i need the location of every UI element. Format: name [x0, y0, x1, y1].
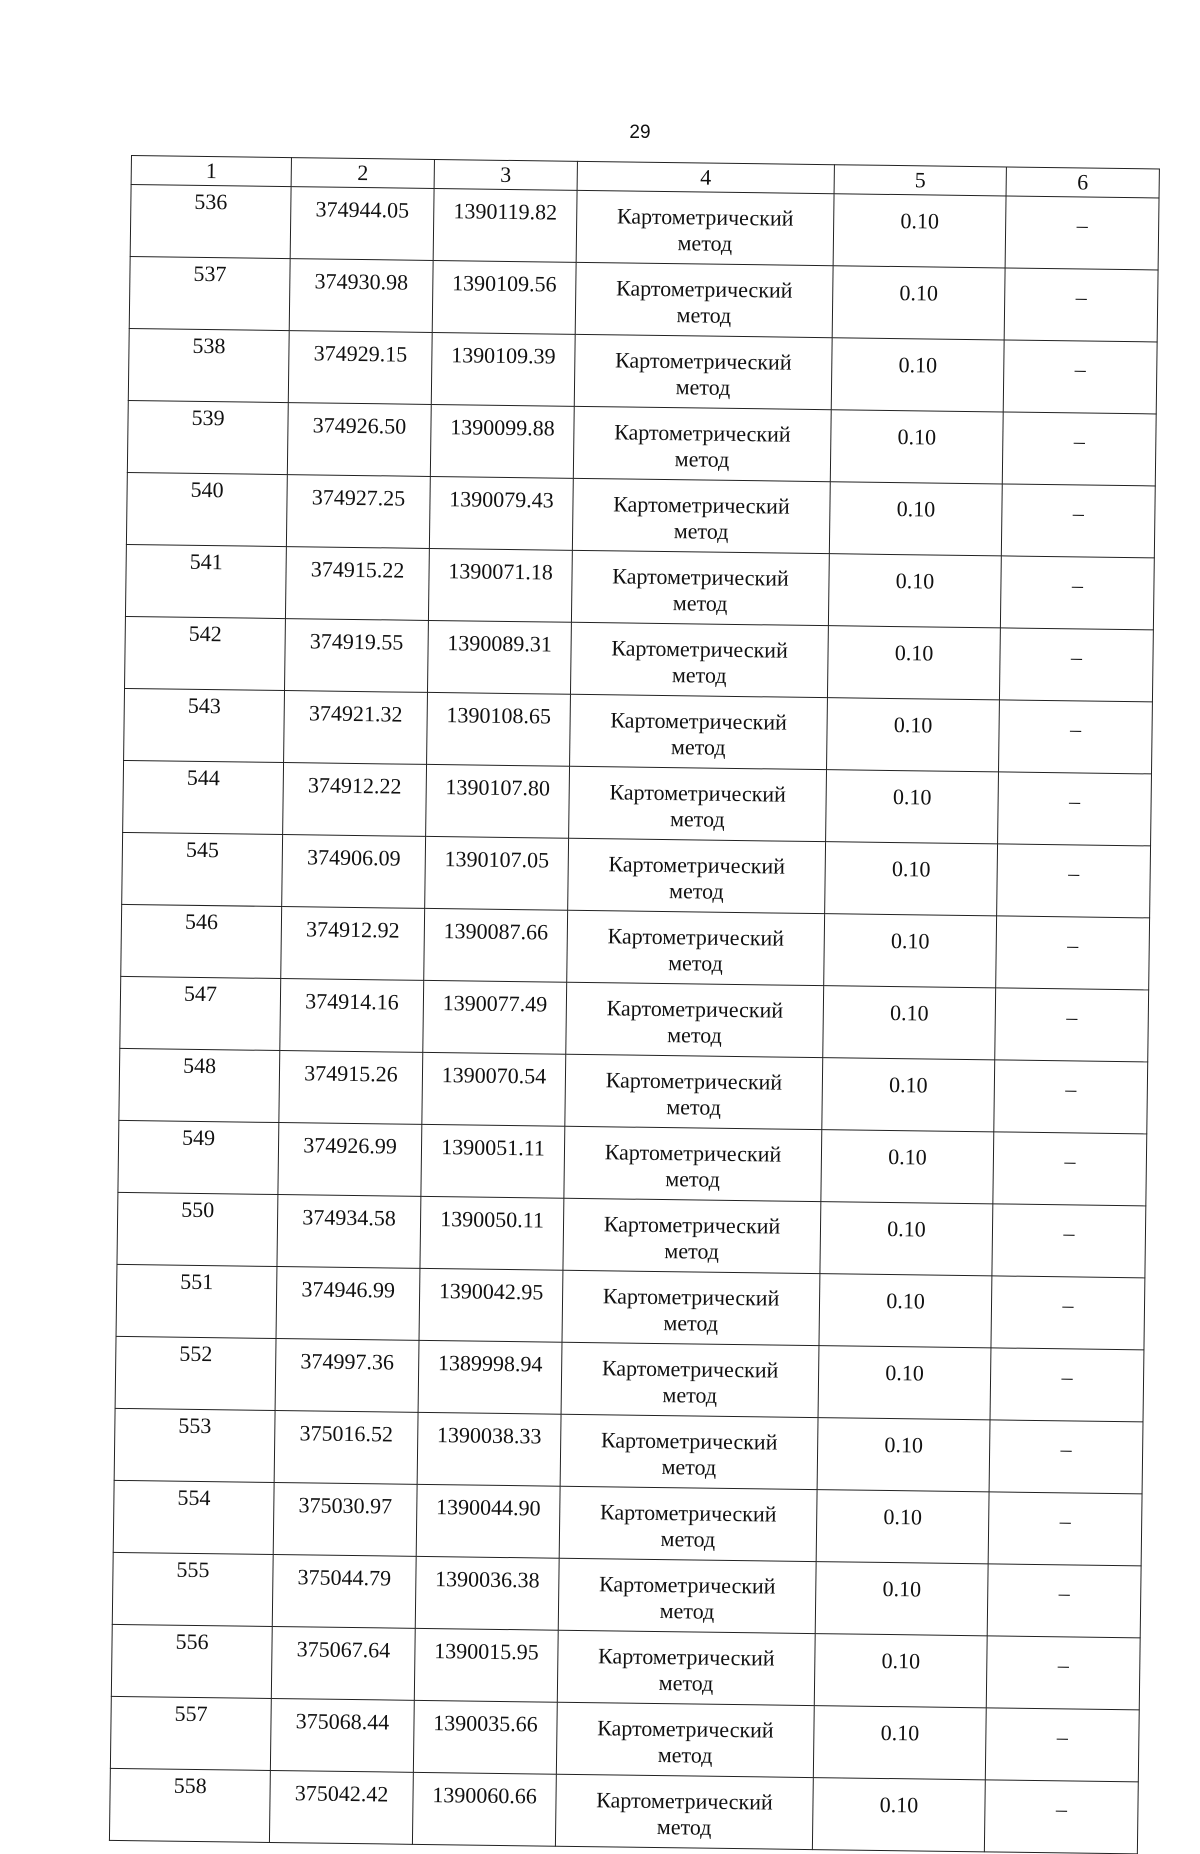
method-line-1: Картометрический	[596, 1787, 773, 1815]
note-cell: –	[991, 1276, 1145, 1350]
x-coordinate-cell: 374926.50	[287, 403, 431, 477]
accuracy-cell: 0.10	[825, 842, 998, 916]
method-line-2: метод	[664, 1238, 720, 1264]
method-line-2: метод	[661, 1454, 717, 1480]
y-coordinate-cell: 1390089.31	[427, 620, 571, 694]
header-cell-col-4: 4	[577, 161, 834, 193]
y-coordinate-cell: 1390079.43	[429, 476, 573, 550]
x-coordinate-cell: 375067.64	[271, 1626, 415, 1700]
table-row	[128, 328, 1157, 413]
table-row	[109, 1768, 1138, 1853]
method-cell	[564, 1126, 822, 1201]
accuracy-cell: 0.10	[822, 1058, 995, 1132]
x-coordinate-cell: 374906.09	[282, 835, 426, 909]
table-row	[121, 904, 1150, 989]
method-line-2: метод	[658, 1670, 714, 1696]
method-line-1: Картометрический	[601, 1355, 779, 1383]
x-coordinate-cell: 375016.52	[274, 1410, 418, 1484]
point-number-cell: 537	[129, 256, 290, 330]
method-line-2: метод	[657, 1742, 713, 1768]
y-coordinate-cell: 1390060.66	[412, 1772, 556, 1846]
accuracy-cell: 0.10	[818, 1346, 991, 1420]
point-number-cell: 538	[128, 328, 289, 402]
point-number-cell: 555	[112, 1552, 273, 1626]
y-coordinate-cell: 1390107.05	[425, 836, 569, 910]
point-number-cell: 546	[121, 904, 282, 978]
method-line-1: Картометрический	[607, 923, 785, 951]
x-coordinate-cell: 374912.92	[281, 907, 425, 981]
method-line-2: метод	[673, 518, 729, 544]
method-line-2: метод	[656, 1814, 712, 1840]
coordinates-table-container	[109, 155, 1159, 1854]
note-cell: –	[1005, 196, 1159, 270]
y-coordinate-cell: 1390109.56	[432, 260, 576, 334]
table-row	[122, 832, 1151, 917]
note-cell: –	[988, 1492, 1142, 1566]
note-cell: –	[992, 1204, 1146, 1278]
accuracy-cell: 0.10	[817, 1418, 990, 1492]
note-cell: –	[1001, 484, 1155, 558]
y-coordinate-cell: 1390042.95	[419, 1268, 563, 1342]
method-cell	[576, 190, 834, 265]
method-line-1: Картометрический	[616, 203, 794, 231]
y-coordinate-cell: 1390015.95	[414, 1628, 558, 1702]
method-cell	[570, 622, 828, 697]
method-cell	[571, 550, 829, 625]
note-cell: –	[984, 1780, 1138, 1854]
method-cell	[575, 262, 833, 337]
x-coordinate-cell: 375044.79	[272, 1554, 416, 1628]
method-line-1: Картометрический	[604, 1139, 782, 1167]
point-number-cell: 539	[127, 400, 288, 474]
point-number-cell: 554	[113, 1480, 274, 1554]
method-line-1: Картометрический	[608, 851, 786, 879]
note-cell: –	[1004, 268, 1158, 342]
table-row	[130, 185, 1159, 270]
note-cell: –	[1003, 340, 1157, 414]
y-coordinate-cell: 1390108.65	[427, 692, 571, 766]
y-coordinate-cell: 1390050.11	[420, 1196, 564, 1270]
method-line-1: Картометрический	[597, 1643, 775, 1671]
method-line-2: метод	[674, 446, 730, 472]
method-line-1: Картометрический	[612, 563, 789, 591]
point-number-cell: 549	[118, 1120, 279, 1194]
point-number-cell: 547	[120, 976, 281, 1050]
table-row	[114, 1408, 1143, 1493]
y-coordinate-cell: 1390036.38	[415, 1556, 559, 1630]
accuracy-cell: 0.10	[815, 1562, 988, 1636]
method-cell	[559, 1486, 817, 1561]
header-cell-col-3: 3	[434, 159, 577, 190]
note-cell: –	[993, 1132, 1147, 1206]
y-coordinate-cell: 1389998.94	[418, 1340, 562, 1414]
table-row	[126, 472, 1155, 557]
method-line-1: Картометрический	[614, 419, 791, 447]
method-line-1: Картометрический	[599, 1499, 777, 1527]
header-cell-col-2: 2	[291, 158, 434, 189]
y-coordinate-cell: 1390051.11	[421, 1124, 565, 1198]
method-line-1: Картометрический	[597, 1715, 774, 1743]
header-cell-col-1: 1	[131, 156, 291, 187]
table-row	[120, 976, 1149, 1061]
table-row	[124, 688, 1153, 773]
method-cell	[560, 1414, 818, 1489]
method-cell	[573, 406, 831, 481]
note-cell: –	[997, 844, 1151, 918]
table-row	[127, 400, 1156, 485]
point-number-cell: 548	[119, 1048, 280, 1122]
y-coordinate-cell: 1390070.54	[422, 1052, 566, 1126]
method-cell	[565, 1054, 823, 1129]
note-cell: –	[987, 1564, 1141, 1638]
method-line-2: метод	[669, 806, 725, 832]
table-row	[115, 1336, 1144, 1421]
note-cell: –	[998, 772, 1152, 846]
accuracy-cell: 0.10	[827, 626, 1000, 700]
method-cell	[574, 334, 832, 409]
method-cell	[558, 1558, 816, 1633]
method-line-2: метод	[660, 1526, 716, 1552]
note-cell: –	[990, 1348, 1144, 1422]
accuracy-cell: 0.10	[819, 1274, 992, 1348]
method-line-1: Картометрический	[615, 275, 793, 303]
x-coordinate-cell: 374934.58	[277, 1195, 421, 1269]
method-line-2: метод	[671, 662, 727, 688]
table-row	[113, 1480, 1142, 1565]
accuracy-cell: 0.10	[829, 482, 1002, 556]
x-coordinate-cell: 374915.22	[285, 547, 429, 621]
method-line-2: метод	[667, 1022, 722, 1048]
x-coordinate-cell: 374919.55	[285, 619, 429, 693]
accuracy-cell: 0.10	[826, 770, 999, 844]
point-number-cell: 545	[122, 832, 283, 906]
point-number-cell: 556	[111, 1624, 272, 1698]
method-cell	[567, 910, 825, 985]
x-coordinate-cell: 375068.44	[270, 1698, 414, 1772]
method-line-1: Картометрический	[609, 779, 787, 807]
accuracy-cell: 0.10	[827, 698, 1000, 772]
method-line-2: метод	[666, 1094, 722, 1120]
method-line-2: метод	[672, 590, 728, 616]
table-row	[118, 1120, 1147, 1205]
header-cell-col-5: 5	[834, 165, 1006, 196]
note-cell: –	[989, 1420, 1143, 1494]
y-coordinate-cell: 1390038.33	[417, 1412, 561, 1486]
method-line-2: метод	[665, 1166, 721, 1192]
method-cell	[561, 1342, 819, 1417]
header-cell-col-6: 6	[1006, 167, 1159, 198]
y-coordinate-cell: 1390107.80	[426, 764, 570, 838]
method-line-2: метод	[663, 1310, 719, 1336]
accuracy-cell: 0.10	[831, 338, 1004, 412]
table-body	[109, 185, 1159, 1854]
accuracy-cell: 0.10	[813, 1706, 986, 1780]
table-row	[119, 1048, 1148, 1133]
method-line-2: метод	[668, 878, 724, 904]
method-line-1: Картометрический	[600, 1427, 778, 1455]
x-coordinate-cell: 375042.42	[269, 1770, 413, 1844]
point-number-cell: 553	[114, 1408, 275, 1482]
point-number-cell: 542	[125, 616, 286, 690]
method-line-1: Картометрический	[605, 1067, 783, 1095]
accuracy-cell: 0.10	[823, 986, 996, 1060]
method-line-1: Картометрический	[598, 1571, 776, 1599]
table-row	[110, 1696, 1139, 1781]
method-cell	[555, 1774, 813, 1849]
note-cell: –	[986, 1636, 1140, 1710]
x-coordinate-cell: 374927.25	[286, 475, 430, 549]
method-line-1: Картометрический	[611, 635, 788, 663]
y-coordinate-cell: 1390099.88	[430, 404, 574, 478]
y-coordinate-cell: 1390087.66	[424, 908, 568, 982]
y-coordinate-cell: 1390109.39	[431, 332, 575, 406]
x-coordinate-cell: 374929.15	[288, 331, 432, 405]
accuracy-cell: 0.10	[812, 1778, 985, 1852]
method-cell	[570, 694, 828, 769]
point-number-cell: 550	[117, 1192, 278, 1266]
table-row	[125, 544, 1154, 629]
method-cell	[566, 982, 824, 1057]
note-cell: –	[995, 988, 1149, 1062]
table-row	[111, 1624, 1140, 1709]
table-row	[125, 616, 1154, 701]
accuracy-cell: 0.10	[824, 914, 997, 988]
method-line-2: метод	[662, 1382, 718, 1408]
x-coordinate-cell: 374997.36	[275, 1338, 419, 1412]
accuracy-cell: 0.10	[832, 266, 1005, 340]
accuracy-cell: 0.10	[830, 410, 1003, 484]
x-coordinate-cell: 374914.16	[280, 979, 424, 1053]
point-number-cell: 558	[109, 1768, 270, 1842]
method-line-1: Картометрический	[606, 995, 784, 1023]
accuracy-cell: 0.10	[821, 1130, 994, 1204]
method-line-2: метод	[659, 1598, 715, 1624]
table-row	[116, 1264, 1145, 1349]
method-cell	[568, 838, 826, 913]
note-cell: –	[985, 1708, 1139, 1782]
x-coordinate-cell: 374912.22	[283, 763, 427, 837]
accuracy-cell: 0.10	[816, 1490, 989, 1564]
y-coordinate-cell: 1390119.82	[433, 188, 577, 262]
coordinates-table	[109, 155, 1160, 1854]
point-number-cell: 551	[116, 1264, 277, 1338]
method-line-1: Картометрический	[613, 491, 790, 519]
x-coordinate-cell: 375030.97	[273, 1482, 417, 1556]
x-coordinate-cell: 374946.99	[276, 1267, 420, 1341]
y-coordinate-cell: 1390071.18	[428, 548, 572, 622]
method-line-2: метод	[677, 230, 733, 256]
accuracy-cell: 0.10	[828, 554, 1001, 628]
method-line-1: Картометрический	[610, 707, 788, 735]
point-number-cell: 541	[125, 544, 286, 618]
point-number-cell: 544	[123, 760, 284, 834]
method-line-2: метод	[675, 374, 731, 400]
accuracy-cell: 0.10	[820, 1202, 993, 1276]
method-cell	[562, 1270, 820, 1345]
table-row	[123, 760, 1152, 845]
method-line-1: Картометрический	[603, 1211, 781, 1239]
method-line-2: метод	[676, 302, 732, 328]
x-coordinate-cell: 374915.26	[279, 1051, 423, 1125]
point-number-cell: 557	[110, 1696, 271, 1770]
y-coordinate-cell: 1390044.90	[416, 1484, 560, 1558]
table-row	[117, 1192, 1146, 1277]
method-line-1: Картометрический	[602, 1283, 780, 1311]
method-cell	[556, 1702, 814, 1777]
note-cell: –	[996, 916, 1150, 990]
method-cell	[572, 478, 830, 553]
point-number-cell: 540	[126, 472, 287, 546]
table-row	[112, 1552, 1141, 1637]
x-coordinate-cell: 374926.99	[278, 1123, 422, 1197]
table-row	[129, 256, 1158, 341]
accuracy-cell: 0.10	[833, 194, 1006, 268]
x-coordinate-cell: 374921.32	[284, 691, 428, 765]
accuracy-cell: 0.10	[814, 1634, 987, 1708]
method-line-2: метод	[670, 734, 726, 760]
point-number-cell: 536	[130, 185, 291, 259]
method-line-2: метод	[668, 950, 723, 976]
page-number: 29	[629, 122, 651, 143]
point-number-cell: 543	[124, 688, 285, 762]
method-cell	[569, 766, 827, 841]
method-line-1: Картометрический	[614, 347, 792, 375]
note-cell: –	[999, 628, 1153, 702]
note-cell: –	[998, 700, 1152, 774]
point-number-cell: 552	[115, 1336, 276, 1410]
y-coordinate-cell: 1390035.66	[413, 1700, 557, 1774]
note-cell: –	[994, 1060, 1148, 1134]
y-coordinate-cell: 1390077.49	[423, 980, 567, 1054]
method-cell	[557, 1630, 815, 1705]
note-cell: –	[1000, 556, 1154, 630]
method-cell	[563, 1198, 821, 1273]
note-cell: –	[1002, 412, 1156, 486]
x-coordinate-cell: 374944.05	[290, 187, 434, 261]
x-coordinate-cell: 374930.98	[289, 259, 433, 333]
